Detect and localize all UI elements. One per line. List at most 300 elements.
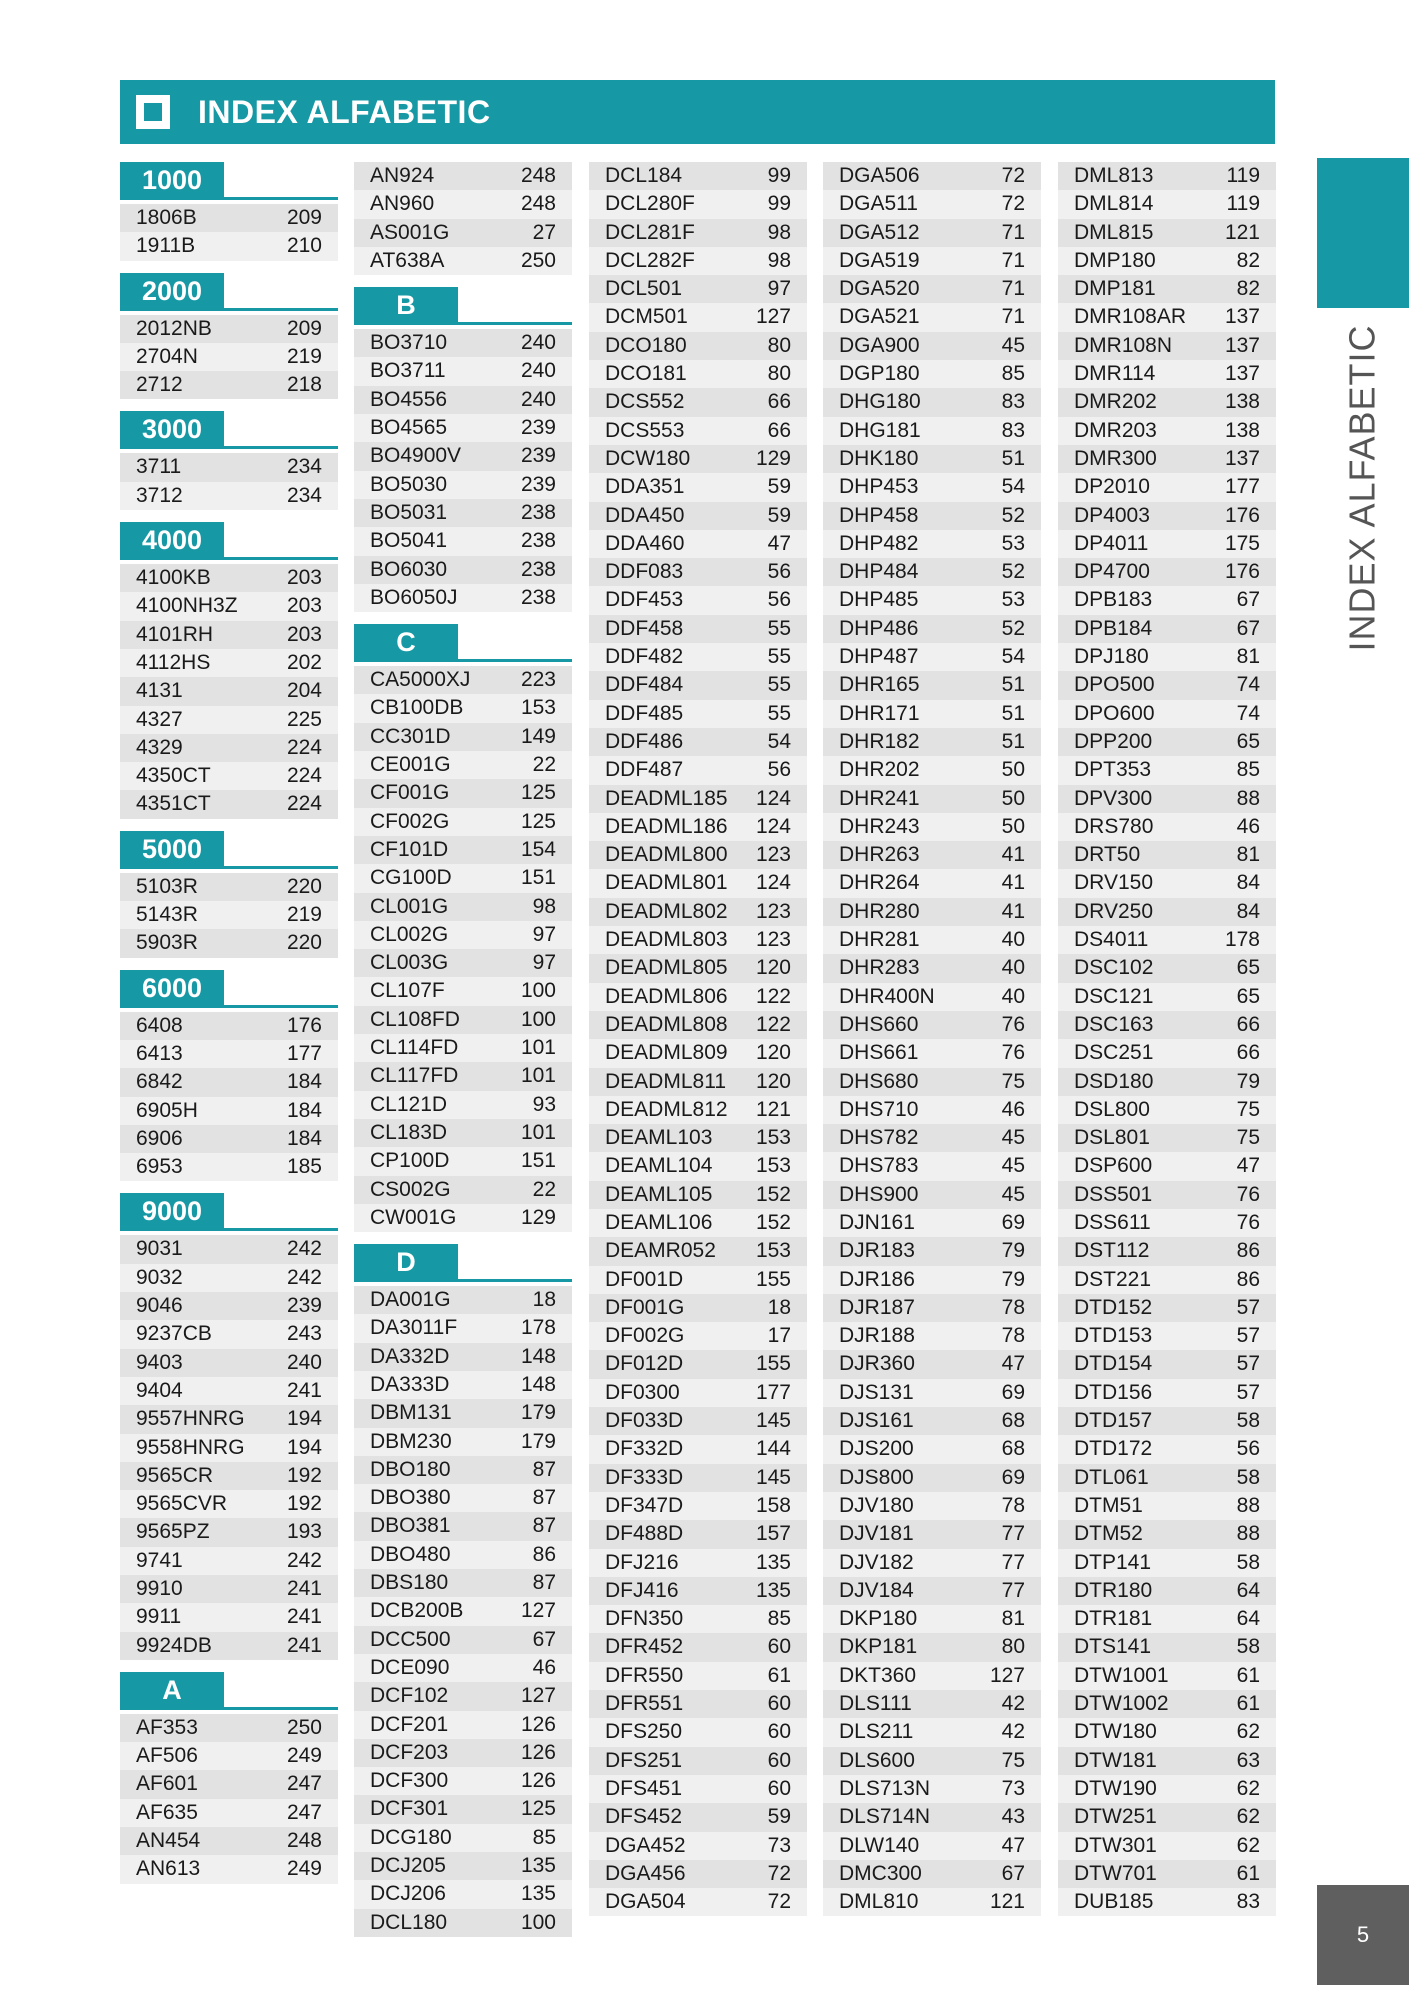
page-ref: 47 xyxy=(1001,1352,1025,1376)
index-column xyxy=(120,162,338,1884)
index-row xyxy=(823,1266,1041,1294)
product-code: DMR108N xyxy=(1074,333,1173,357)
index-row xyxy=(589,1209,807,1237)
product-code: DGA521 xyxy=(839,305,920,329)
product-code: DCG180 xyxy=(370,1825,452,1849)
index-row xyxy=(120,482,338,510)
product-code: DEAML106 xyxy=(605,1210,713,1234)
product-code: DEADML812 xyxy=(605,1097,728,1121)
page-ref: 45 xyxy=(1001,1182,1025,1206)
index-row xyxy=(589,1039,807,1067)
product-code: DMP181 xyxy=(1074,277,1156,301)
index-row xyxy=(823,1803,1041,1831)
page-ref: 177 xyxy=(286,1041,322,1065)
index-row xyxy=(120,734,338,762)
page-ref: 60 xyxy=(767,1692,791,1716)
page-ref: 135 xyxy=(520,1854,556,1878)
group-heading xyxy=(120,162,338,200)
product-code: DHR171 xyxy=(839,701,920,725)
product-code: DCF102 xyxy=(370,1684,449,1708)
page-ref: 242 xyxy=(286,1548,322,1572)
page-ref: 71 xyxy=(1001,277,1025,301)
group-heading-rule xyxy=(354,1279,572,1282)
index-row xyxy=(823,303,1041,331)
product-code: DHP486 xyxy=(839,616,919,640)
page-ref: 69 xyxy=(1001,1210,1025,1234)
page-ref: 248 xyxy=(286,1829,322,1853)
page-ref: 57 xyxy=(1236,1352,1260,1376)
page-ref: 84 xyxy=(1236,899,1260,923)
page-ref: 127 xyxy=(520,1684,556,1708)
page-ref: 148 xyxy=(520,1372,556,1396)
page-ref: 69 xyxy=(1001,1380,1025,1404)
index-row xyxy=(1058,1011,1276,1039)
index-row xyxy=(120,1292,338,1320)
page-ref: 56 xyxy=(1236,1437,1260,1461)
index-row xyxy=(1058,1322,1276,1350)
index-row xyxy=(354,1711,572,1739)
product-code: AS001G xyxy=(370,220,450,244)
index-row xyxy=(823,1435,1041,1463)
index-row xyxy=(589,869,807,897)
group-heading-label: D xyxy=(354,1244,458,1280)
product-code: DCL281F xyxy=(605,220,695,244)
index-row xyxy=(589,785,807,813)
page-ref: 100 xyxy=(520,979,556,1003)
page-ref: 54 xyxy=(1001,475,1025,499)
index-row xyxy=(120,1434,338,1462)
page-ref: 124 xyxy=(755,814,791,838)
group-heading-label: 6000 xyxy=(120,970,224,1006)
product-code: DP2010 xyxy=(1074,475,1150,499)
index-row xyxy=(823,1832,1041,1860)
index-row xyxy=(354,751,572,779)
page-ref: 241 xyxy=(286,1633,322,1657)
product-code: AN613 xyxy=(136,1857,201,1881)
index-row xyxy=(120,873,338,901)
product-code: DDF482 xyxy=(605,645,684,669)
product-code: 9032 xyxy=(136,1265,183,1289)
index-row xyxy=(1058,1379,1276,1407)
index-row xyxy=(823,360,1041,388)
index-row xyxy=(1058,700,1276,728)
page-ref: 158 xyxy=(755,1493,791,1517)
product-code: DTD157 xyxy=(1074,1409,1153,1433)
index-row xyxy=(589,1888,807,1916)
index-row xyxy=(120,677,338,705)
index-row xyxy=(354,1682,572,1710)
page-ref: 145 xyxy=(755,1465,791,1489)
product-code: DBO381 xyxy=(370,1514,451,1538)
page-ref: 58 xyxy=(1236,1635,1260,1659)
product-code: DGP180 xyxy=(839,362,920,386)
page-ref: 239 xyxy=(520,472,556,496)
product-code: DCL184 xyxy=(605,164,683,187)
side-tab xyxy=(1317,158,1409,308)
product-code: DJR183 xyxy=(839,1239,915,1263)
index-row xyxy=(823,190,1041,218)
page-ref: 178 xyxy=(520,1316,556,1340)
page-ref: 151 xyxy=(520,1149,556,1173)
group-heading-rule xyxy=(120,1005,338,1008)
product-code: DPO500 xyxy=(1074,673,1155,697)
product-code: DMC300 xyxy=(839,1861,922,1885)
page-ref: 72 xyxy=(767,1890,791,1914)
product-code: DJN161 xyxy=(839,1210,915,1234)
index-row xyxy=(1058,360,1276,388)
index-row xyxy=(1058,1633,1276,1661)
page-ref: 55 xyxy=(767,645,791,669)
index-row xyxy=(589,1379,807,1407)
page-ref: 126 xyxy=(520,1712,556,1736)
page-ref: 47 xyxy=(1001,1833,1025,1857)
product-code: DSP600 xyxy=(1074,1154,1153,1178)
group-heading-label: C xyxy=(354,624,458,660)
page-ref: 88 xyxy=(1236,1522,1260,1546)
product-code: DLW140 xyxy=(839,1833,920,1857)
index-row xyxy=(823,388,1041,416)
group-heading-rule xyxy=(120,446,338,449)
index-row xyxy=(120,762,338,790)
index-row xyxy=(589,530,807,558)
page-ref: 67 xyxy=(1236,616,1260,640)
page-ref: 100 xyxy=(520,1910,556,1934)
product-code: 4112HS xyxy=(136,650,211,674)
product-code: DHG181 xyxy=(839,418,921,442)
index-row xyxy=(589,728,807,756)
page-ref: 129 xyxy=(520,1205,556,1229)
index-row xyxy=(120,315,338,343)
index-row xyxy=(120,1714,338,1742)
product-code: DS4011 xyxy=(1074,928,1149,952)
page-ref: 66 xyxy=(767,390,791,414)
index-row xyxy=(354,1824,572,1852)
page-ref: 203 xyxy=(286,566,322,590)
index-group xyxy=(354,162,572,275)
index-column xyxy=(823,162,1041,1916)
product-code: 9557HNRG xyxy=(136,1407,245,1431)
index-row xyxy=(589,162,807,190)
page-ref: 219 xyxy=(286,903,322,927)
page-ref: 58 xyxy=(1236,1465,1260,1489)
product-code: AN454 xyxy=(136,1829,201,1853)
index-row xyxy=(823,1152,1041,1180)
page-ref: 87 xyxy=(532,1457,556,1481)
index-list xyxy=(354,666,572,1232)
page-ref: 69 xyxy=(1001,1465,1025,1489)
product-code: DEAML104 xyxy=(605,1154,713,1178)
index-row xyxy=(120,1097,338,1125)
group-heading-rule xyxy=(354,659,572,662)
page-ref: 120 xyxy=(755,956,791,980)
index-row xyxy=(1058,1152,1276,1180)
page-ref: 101 xyxy=(520,1120,556,1144)
page-ref: 62 xyxy=(1236,1720,1260,1744)
page-ref: 51 xyxy=(1001,673,1025,697)
product-code: DEADML805 xyxy=(605,956,728,980)
product-code: DBM131 xyxy=(370,1401,452,1425)
product-code: DJV182 xyxy=(839,1550,914,1574)
index-row xyxy=(589,1068,807,1096)
index-row xyxy=(589,1633,807,1661)
page-ref: 176 xyxy=(286,1013,322,1037)
index-row xyxy=(823,558,1041,586)
index-row xyxy=(354,666,572,694)
product-code: DGA520 xyxy=(839,277,920,301)
page-ref: 209 xyxy=(286,316,322,340)
page-ref: 86 xyxy=(1236,1239,1260,1263)
page-ref: 184 xyxy=(286,1098,322,1122)
page-ref: 45 xyxy=(1001,1154,1025,1178)
index-row xyxy=(1058,1407,1276,1435)
page-ref: 249 xyxy=(286,1857,322,1881)
index-row xyxy=(823,1011,1041,1039)
index-row xyxy=(823,275,1041,303)
index-row xyxy=(120,929,338,957)
product-code: DCO180 xyxy=(605,333,687,357)
index-row xyxy=(354,1176,572,1204)
index-row xyxy=(1058,1350,1276,1378)
page-ref: 122 xyxy=(755,1012,791,1036)
product-code: CS002G xyxy=(370,1177,451,1201)
group-heading-label: 5000 xyxy=(120,831,224,867)
index-row xyxy=(1058,1266,1276,1294)
product-code: DCC500 xyxy=(370,1627,451,1651)
page-ref: 59 xyxy=(767,503,791,527)
page-ref: 61 xyxy=(1236,1663,1260,1687)
group-heading-label: B xyxy=(354,287,458,323)
product-code: DFJ416 xyxy=(605,1578,679,1602)
index-row xyxy=(823,643,1041,671)
index-row xyxy=(354,219,572,247)
index-row xyxy=(1058,190,1276,218)
product-code: DGA452 xyxy=(605,1833,686,1857)
page-ref: 52 xyxy=(1001,560,1025,584)
index-row xyxy=(823,983,1041,1011)
group-heading-label: 3000 xyxy=(120,411,224,447)
index-row xyxy=(1058,530,1276,558)
product-code: DJR187 xyxy=(839,1295,915,1319)
index-group xyxy=(354,1244,572,1937)
page-ref: 175 xyxy=(1224,531,1260,555)
product-code: DHP458 xyxy=(839,503,919,527)
index-row xyxy=(1058,586,1276,614)
page-ref: 40 xyxy=(1001,928,1025,952)
index-row xyxy=(354,442,572,470)
index-row xyxy=(120,1264,338,1292)
page-ref: 119 xyxy=(1226,164,1260,187)
index-row xyxy=(120,564,338,592)
page-ref: 57 xyxy=(1236,1380,1260,1404)
index-row xyxy=(823,841,1041,869)
index-row xyxy=(1058,728,1276,756)
page-ref: 127 xyxy=(520,1599,556,1623)
product-code: DTD153 xyxy=(1074,1324,1153,1348)
index-row xyxy=(823,813,1041,841)
index-row xyxy=(823,247,1041,275)
page-ref: 179 xyxy=(520,1429,556,1453)
page-ref: 176 xyxy=(1224,503,1260,527)
page-ref: 119 xyxy=(1226,192,1260,216)
page-ref: 177 xyxy=(1224,475,1260,499)
index-row xyxy=(354,1286,572,1314)
index-row xyxy=(823,1237,1041,1265)
page-ref: 51 xyxy=(1001,446,1025,470)
product-code: DJR186 xyxy=(839,1267,915,1291)
product-code: DP4003 xyxy=(1074,503,1150,527)
index-row xyxy=(589,1690,807,1718)
index-row xyxy=(1058,1662,1276,1690)
page-ref: 65 xyxy=(1236,984,1260,1008)
index-row xyxy=(589,926,807,954)
page-ref: 59 xyxy=(767,475,791,499)
product-code: DJS800 xyxy=(839,1465,914,1489)
product-code: CF101D xyxy=(370,837,449,861)
index-row xyxy=(589,1464,807,1492)
index-row xyxy=(1058,813,1276,841)
index-list xyxy=(120,315,338,400)
page-ref: 243 xyxy=(286,1322,322,1346)
index-row xyxy=(354,1541,572,1569)
product-code: DHG180 xyxy=(839,390,921,414)
product-code: 9404 xyxy=(136,1378,183,1402)
index-row xyxy=(823,332,1041,360)
product-code: CB100DB xyxy=(370,696,464,720)
product-code: DJS131 xyxy=(839,1380,914,1404)
product-code: DCL280F xyxy=(605,192,695,216)
product-code: DA001G xyxy=(370,1288,451,1312)
page-ref: 81 xyxy=(1001,1607,1025,1631)
page-ref: 238 xyxy=(520,557,556,581)
square-icon xyxy=(136,95,170,129)
page-number: 5 xyxy=(1317,1885,1409,1985)
page-ref: 204 xyxy=(286,679,322,703)
page-ref: 194 xyxy=(286,1407,322,1431)
page-ref: 87 xyxy=(532,1571,556,1595)
product-code: DKP181 xyxy=(839,1635,918,1659)
page-ref: 157 xyxy=(755,1522,791,1546)
product-code: DA3011F xyxy=(370,1316,458,1340)
group-heading-rule xyxy=(120,197,338,200)
index-row xyxy=(1058,671,1276,699)
product-code: DP4700 xyxy=(1074,560,1150,584)
page-ref: 85 xyxy=(1236,758,1260,782)
index-row xyxy=(589,1605,807,1633)
page-ref: 61 xyxy=(1236,1692,1260,1716)
product-code: DCJ206 xyxy=(370,1882,446,1906)
product-code: 4100KB xyxy=(136,566,211,590)
product-code: DSC121 xyxy=(1074,984,1154,1008)
index-row xyxy=(120,1827,338,1855)
index-row xyxy=(120,1405,338,1433)
page-ref: 234 xyxy=(286,455,322,479)
index-row xyxy=(354,1062,572,1090)
product-code: DSC102 xyxy=(1074,956,1154,980)
page-ref: 83 xyxy=(1001,390,1025,414)
index-row xyxy=(354,694,572,722)
product-code: 1806B xyxy=(136,206,197,229)
product-code: DF333D xyxy=(605,1465,684,1489)
index-row xyxy=(823,1294,1041,1322)
product-code: 5143R xyxy=(136,903,198,927)
index-row xyxy=(120,204,338,232)
index-row xyxy=(823,1633,1041,1661)
page-ref: 41 xyxy=(1001,843,1025,867)
page-ref: 80 xyxy=(767,362,791,386)
product-code: BO5030 xyxy=(370,472,448,496)
index-row xyxy=(823,1662,1041,1690)
index-row xyxy=(589,1435,807,1463)
product-code: DHP485 xyxy=(839,588,919,612)
page-ref: 145 xyxy=(755,1409,791,1433)
product-code: DMR108AR xyxy=(1074,305,1187,329)
page-ref: 85 xyxy=(767,1607,791,1631)
page-ref: 153 xyxy=(755,1154,791,1178)
index-row xyxy=(1058,1520,1276,1548)
group-heading-label: 9000 xyxy=(120,1193,224,1229)
index-row xyxy=(120,1799,338,1827)
index-row xyxy=(354,499,572,527)
page-ref: 41 xyxy=(1001,899,1025,923)
product-code: 9031 xyxy=(136,1237,183,1261)
page-ref: 18 xyxy=(767,1295,791,1319)
page-ref: 152 xyxy=(755,1182,791,1206)
page-ref: 72 xyxy=(1001,164,1025,187)
index-row xyxy=(589,756,807,784)
page-ref: 73 xyxy=(767,1833,791,1857)
index-row xyxy=(589,954,807,982)
page-ref: 153 xyxy=(520,696,556,720)
page-ref: 239 xyxy=(286,1294,322,1318)
product-code: DMR203 xyxy=(1074,418,1157,442)
page-ref: 184 xyxy=(286,1126,322,1150)
page-ref: 218 xyxy=(286,373,322,397)
product-code: DHR400N xyxy=(839,984,935,1008)
page-ref: 61 xyxy=(767,1663,791,1687)
page-ref: 71 xyxy=(1001,220,1025,244)
product-code: CG100D xyxy=(370,866,452,890)
index-row xyxy=(1058,1492,1276,1520)
product-code: DHP487 xyxy=(839,645,919,669)
index-row xyxy=(823,1068,1041,1096)
page-ref: 81 xyxy=(1236,645,1260,669)
index-list xyxy=(120,453,338,510)
page-ref: 41 xyxy=(1001,871,1025,895)
index-row xyxy=(354,1484,572,1512)
page-ref: 137 xyxy=(1224,333,1260,357)
page-ref: 78 xyxy=(1001,1493,1025,1517)
product-code: DF033D xyxy=(605,1409,684,1433)
page-ref: 238 xyxy=(520,585,556,609)
page-ref: 77 xyxy=(1001,1550,1025,1574)
index-row xyxy=(354,1597,572,1625)
page-ref: 45 xyxy=(1001,333,1025,357)
group-heading-rule xyxy=(120,866,338,869)
index-row xyxy=(823,1605,1041,1633)
page-ref: 17 xyxy=(767,1324,791,1348)
page-ref: 220 xyxy=(286,874,322,898)
page-ref: 192 xyxy=(286,1492,322,1516)
product-code: 4350CT xyxy=(136,764,211,788)
index-column xyxy=(354,162,572,1937)
index-group xyxy=(120,970,338,1182)
page-ref: 18 xyxy=(532,1288,556,1312)
product-code: DHS783 xyxy=(839,1154,919,1178)
page-ref: 57 xyxy=(1236,1324,1260,1348)
page-ref: 50 xyxy=(1001,758,1025,782)
page-ref: 121 xyxy=(755,1097,791,1121)
product-code: DMP180 xyxy=(1074,248,1156,272)
